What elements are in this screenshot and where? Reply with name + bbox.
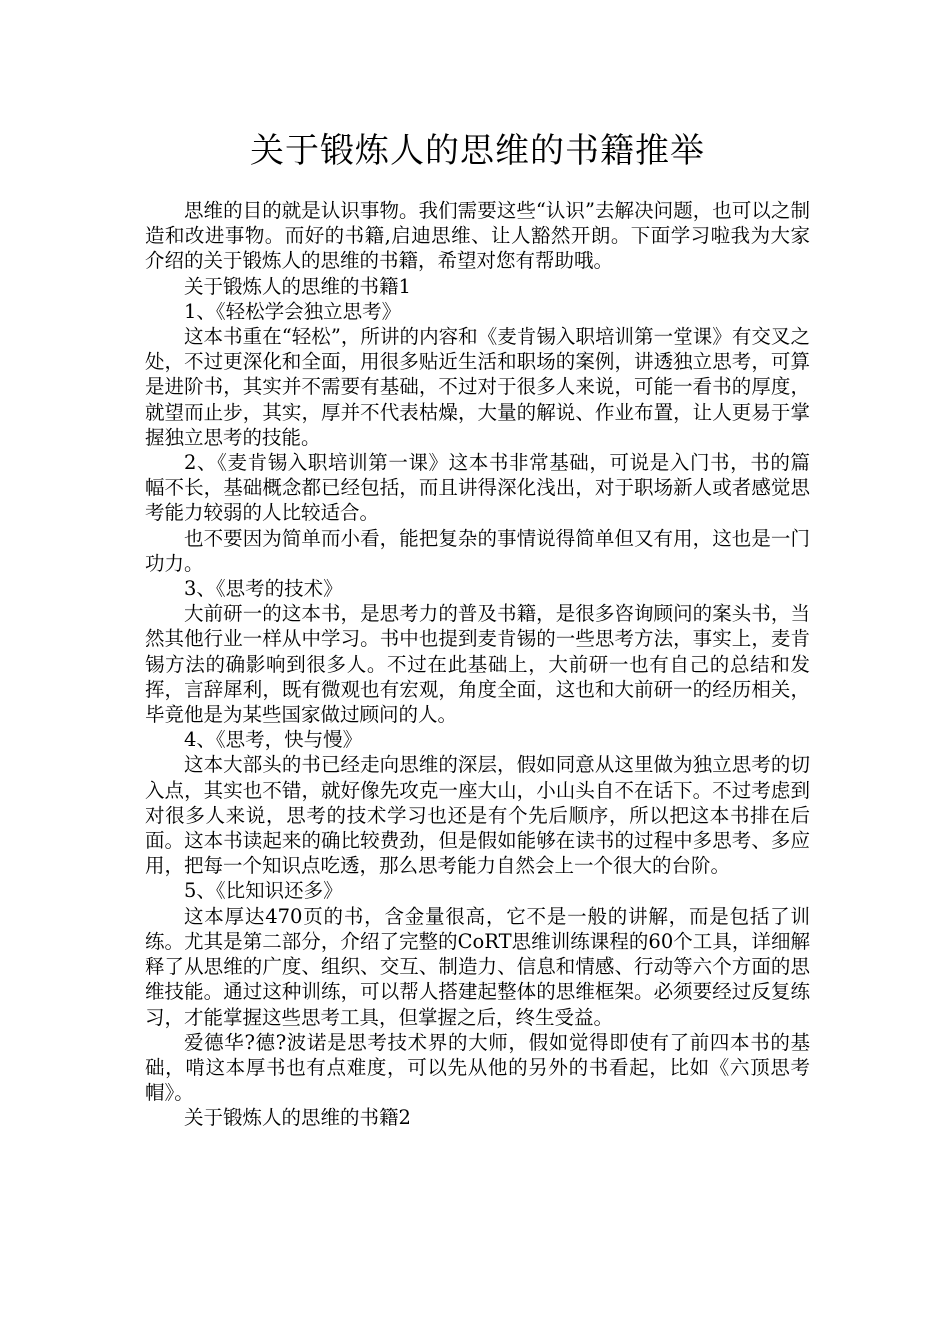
section-heading-2: 关于锻炼人的思维的书籍2 xyxy=(184,1106,411,1130)
document-page xyxy=(145,128,810,1131)
intro-paragraph: 思维的目的就是认识事物。我们需要这些“认识”去解决问题，也可以之制造和改进事物。而好的书籍,启迪思维、让人豁然开朗。下面学习啦我为大家介绍的关于锻炼人的思维的书籍，希望对您有帮助哦。 xyxy=(145,199,810,273)
book-heading-3: 3、《思考的技术》 xyxy=(184,577,343,601)
book-heading-1: 1、《轻松学会独立思考》 xyxy=(184,299,402,323)
section-heading-1: 关于锻炼人的思维的书籍1 xyxy=(184,274,411,298)
book-paragraph-5: 这本厚达470页的书，含金量很高，它不是一般的讲解，而是包括了训练。尤其是第二部分，介绍了完整的CoRT思维训练课程的60个工具，详细解释了从思维的广度、组织、交互、制造力、信息和情感、行动等六个方面的思维技能。通过这种训练，可以帮人搭建起整体的思维框架。必须要经过反复练习，才能掌握这些思考工具，但掌握之后，终生受益。 xyxy=(145,904,810,1029)
book-paragraph-3: 大前研一的这本书，是思考力的普及书籍，是很多咨询顾问的案头书，当然其他行业一样从中学习。书中也提到麦肯锡的一些思考方法，事实上，麦肯锡方法的确影响到很多人。不过在此基础上，大前研一也有自己的总结和发挥，言辞犀利，既有微观也有宏观，角度全面，这也和大前研一的经历相关，毕竟他是为某些国家做过顾问的人。 xyxy=(145,602,810,727)
book-paragraph-2: 2、《麦肯锡入职培训第一课》这本书非常基础，可说是入门书，书的篇幅不长，基础概念都已经包括，而且讲得深化浅出，对于职场新人或者感觉思考能力较弱的人比较适合。 xyxy=(145,451,810,525)
book-paragraph-1: 这本书重在“轻松”，所讲的内容和《麦肯锡入职培训第一堂课》有交叉之处，不过更深化和全面，用很多贴近生活和职场的案例，讲透独立思考，可算是进阶书，其实并不需要有基础，不过对于很多人来说，可能一看书的厚度，就望而止步，其实，厚并不代表枯燥，大量的解说、作业布置，让人更易于掌握独立思考的技能。 xyxy=(145,325,810,449)
book-heading-5: 5、《比知识还多》 xyxy=(184,879,343,903)
book-paragraph-2-note: 也不要因为简单而小看，能把复杂的事情说得简单但又有用，这也是一门功力。 xyxy=(145,526,810,575)
book-paragraph-4: 这本大部头的书已经走向思维的深层，假如同意从这里做为独立思考的切入点，其实也不错，就好像先攻克一座大山，小山头自不在话下。不过考虑到对很多人来说，思考的技术学习也还是有个先后顺序，所以把这本书排在后面。这本书读起来的确比较费劲，但是假如能够在读书的过程中多思考、多应用，把每一个知识点吃透，那么思考能力自然会上一个很大的台阶。 xyxy=(145,753,810,878)
book-paragraph-5-note: 爱德华?德?波诺是思考技术界的大师，假如觉得即使有了前四本书的基础，啃这本厚书也有点难度，可以先从他的另外的书看起，比如《六顶思考帽》。 xyxy=(145,1030,810,1105)
book-heading-4: 4、《思考，快与慢》 xyxy=(184,728,363,752)
document-title: 关于锻炼人的思维的书籍推举 xyxy=(250,131,705,171)
